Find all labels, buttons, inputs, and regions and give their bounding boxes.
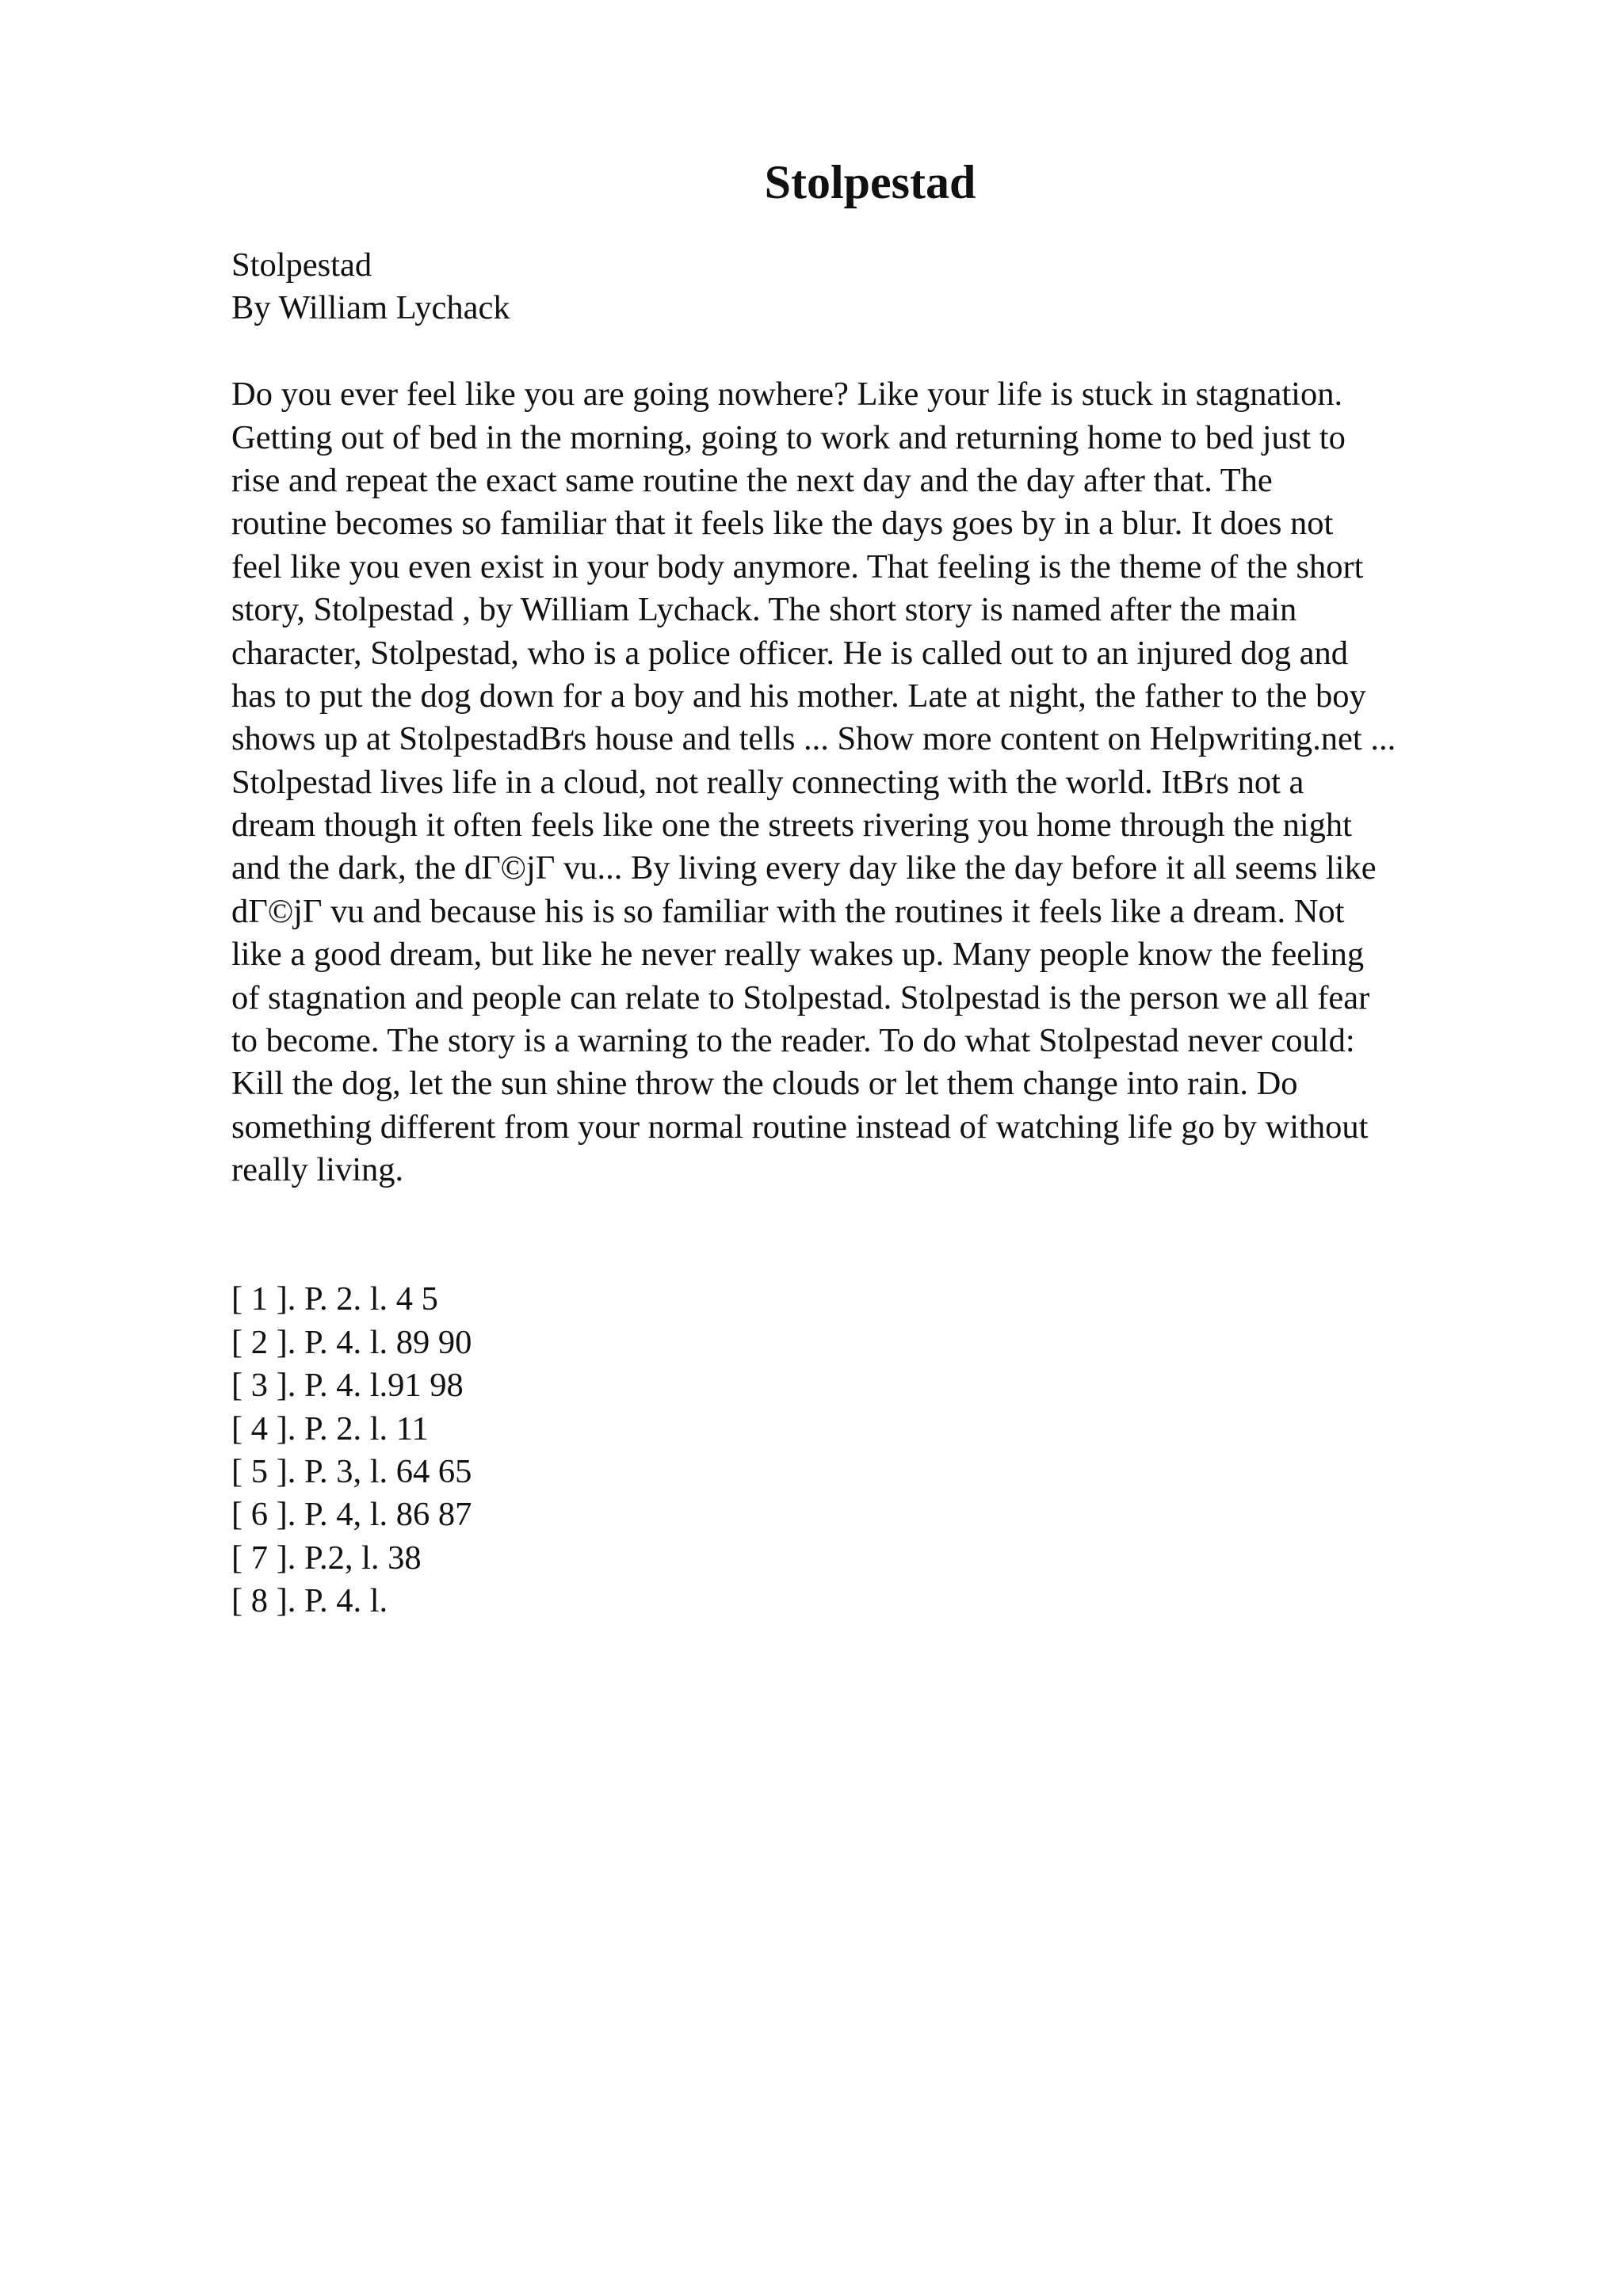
reference-item: [ 1 ]. P. 2. l. 4 5 [231,1280,438,1318]
header-story-title: Stolpestad [231,246,372,284]
reference-spacer [231,1192,1610,1279]
body-line: and the dark, the dГ©jГ vu... By living every day like the day before it all seems like [231,849,1377,887]
body-line: rise and repeat the exact same routine the next day and the day after that. The [231,461,1273,499]
header-author: By William Lychack [231,289,510,327]
body-line: shows up at StolpestadBґs house and tells ... Show more content on Helpwriting.net ... [231,720,1396,758]
body-line: of stagnation and people can relate to Stolpestad. Stolpestad is the person we all fear [231,978,1370,1016]
body-line: Stolpestad lives life in a cloud, not really connecting with the world. ItBґs not a [231,763,1304,801]
body-line: something different from your normal routine instead of watching life go by without [231,1108,1369,1146]
body-line: to become. The story is a warning to the reader. To do what Stolpestad never could: [231,1022,1355,1060]
paragraph-spacer [231,330,1610,373]
reference-item: [ 8 ]. P. 4. l. [231,1582,388,1620]
body-line: like a good dream, but like he never really wakes up. Many people know the feeling [231,936,1365,974]
body-line: Getting out of bed in the morning, going to work and returning home to bed just to [231,418,1346,456]
body-line: really living. [231,1151,404,1189]
body-line: character, Stolpestad, who is a police officer. He is called out to an injured dog and [231,634,1349,672]
reference-item: [ 2 ]. P. 4. l. 89 90 [231,1323,472,1361]
reference-item: [ 6 ]. P. 4, l. 86 87 [231,1496,472,1534]
body-line: story, Stolpestad , by William Lychack. The short story is named after the main [231,591,1297,629]
body-line: dream though it often feels like one the streets rivering you home through the night [231,807,1352,845]
document-title: Stolpestad [764,156,976,208]
reference-item: [ 3 ]. P. 4. l.91 98 [231,1367,464,1405]
body-line: dГ©jГ vu and because his is so familiar with the routines it feels like a dream. Not [231,892,1345,930]
body-line: Do you ever feel like you are going nowhere? Like your life is stuck in stagnation. [231,376,1343,414]
reference-item: [ 5 ]. P. 3, l. 64 65 [231,1452,472,1490]
reference-list [231,1278,1610,1623]
body-line: Kill the dog, let the sun shine throw the clouds or let them change into rain. Do [231,1065,1298,1103]
reference-item: [ 7 ]. P.2, l. 38 [231,1539,422,1577]
body-line: routine becomes so familiar that it feels like the days goes by in a blur. It does not [231,505,1334,543]
document-content [231,244,1610,1623]
body-line: feel like you even exist in your body anymore. That feeling is the theme of the short [231,547,1364,585]
reference-item: [ 4 ]. P. 2. l. 11 [231,1409,429,1447]
body-line: has to put the dog down for a boy and his mother. Late at night, the father to the boy [231,677,1366,715]
essay-body [231,373,1610,1192]
